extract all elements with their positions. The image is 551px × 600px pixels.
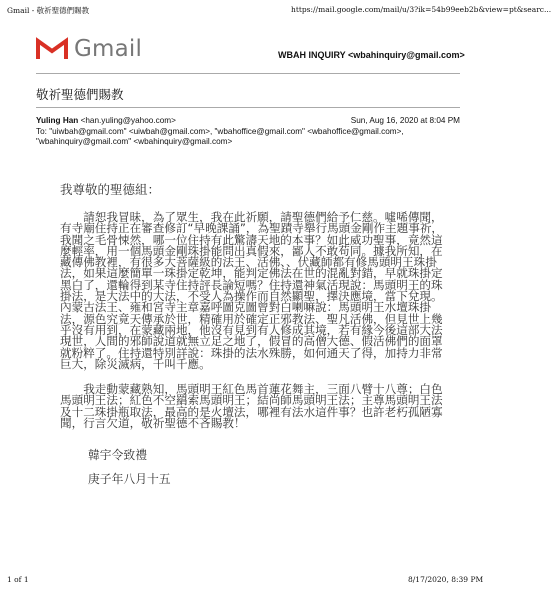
- signature-date: 庚子年八月十五: [88, 472, 171, 487]
- sender-email: <han.yuling@yahoo.com>: [80, 116, 176, 125]
- message-meta: [36, 116, 460, 148]
- gmail-wordmark: Gmail: [74, 36, 143, 62]
- sender-name: Yuling Han: [36, 116, 79, 125]
- body-paragraph-1: 請恕我冒昧，為了眾生，我在此祈願，請聖德們給予仁慈。噓唏傳聞，有寺廟住持正在審查修訂“早晚課誦”，為聖蹟寺舉行馬頭金剛作主題事祈，我聞之毛骨悚然，哪一位住持有此驚濤天地的本事？如此威功聖事，竟然這麼輕率，用一個馬頭金剛珠掛能問出真假來，鄙人不敢苟同。據我所知，在藏傳佛教裡，有很多大菩薩級的法王、活佛、、伏藏師都有修馬頭明王珠掛法，如果這麼簡單一珠掛定乾坤，能判定佛法在世的混亂對錯，早就珠掛定黑白了，還輪得到某寺住持評長論短嗎？住持還神氣活現說：馬頭明王的珠掛法，是大法中的大法，不受人為操作而自然顯聖，擇決應境，當下兌現。內蒙古法王、雍和宮寺主章嘉呼圖克圖曾對白喇嘛說：馬頭明王水壇珠掛法，源色究竟天傳承於世，精確用於確定正邪教法、聖凡活佛，但見世上幾乎沒有用到，在蒙藏兩地，他沒有見到有人修成其境，若有緣今後這部大法現世，人間的邪師說道就無立足之地了，假冒的高僧大德、假活佛們的面罩就粉粹了。住持還特別詳說：珠掛的法水殊勝，如何通天了得，加持力非常巨大，除災滅病，千叫千應。: [60, 210, 444, 371]
- recipients-line-1: To: "uiwbah@gmail.com" <uiwbah@gmail.com>, "wbahoffice@gmail.com" <wbahoffice@gmail.com>,: [36, 126, 404, 136]
- header-divider: [36, 73, 460, 74]
- signature-block: [88, 443, 446, 491]
- print-url: https://mail.google.com/mail/u/3?ik=54b99eeb2b&view=pt&searc...: [291, 5, 551, 14]
- signature-name: 韓宇令致禮: [88, 448, 147, 463]
- body-paragraph-2: 我走動蒙藏熟知，馬頭明王紅色馬首蓮花舞主，三面八臂十八尊；白色馬頭明王法；紅色不空羂索馬頭明王；結尚師馬頭明王法；主尊馬頭明王法及十二珠掛瓶取法，最高的是火壇法，哪裡有法水這件事？也許老朽孤陋寡聞，行言欠道，敬祈聖德不吝賜教！: [60, 382, 443, 431]
- message-body: [60, 180, 446, 491]
- sender: [36, 116, 176, 127]
- page-count: 1 of 1: [7, 575, 29, 584]
- print-timestamp: 8/17/2020, 8:39 PM: [408, 575, 484, 584]
- recipients-line-2: "wbahinquiry@gmail.com" <wbahinquiry@gmail.com>: [36, 137, 233, 147]
- email-subject: 敬祈聖德們賜教: [36, 87, 124, 102]
- gmail-logo: [36, 36, 142, 62]
- subject-divider: [36, 107, 460, 108]
- message-date: Sun, Aug 16, 2020 at 8:04 PM: [350, 116, 460, 125]
- greeting: 我尊敬的聖德組：: [60, 182, 161, 197]
- account-label: WBAH INQUIRY <wbahinquiry@gmail.com>: [278, 50, 465, 60]
- gmail-m-icon: [36, 37, 68, 61]
- print-page-title: Gmail - 敬祈聖德們賜教: [7, 6, 90, 15]
